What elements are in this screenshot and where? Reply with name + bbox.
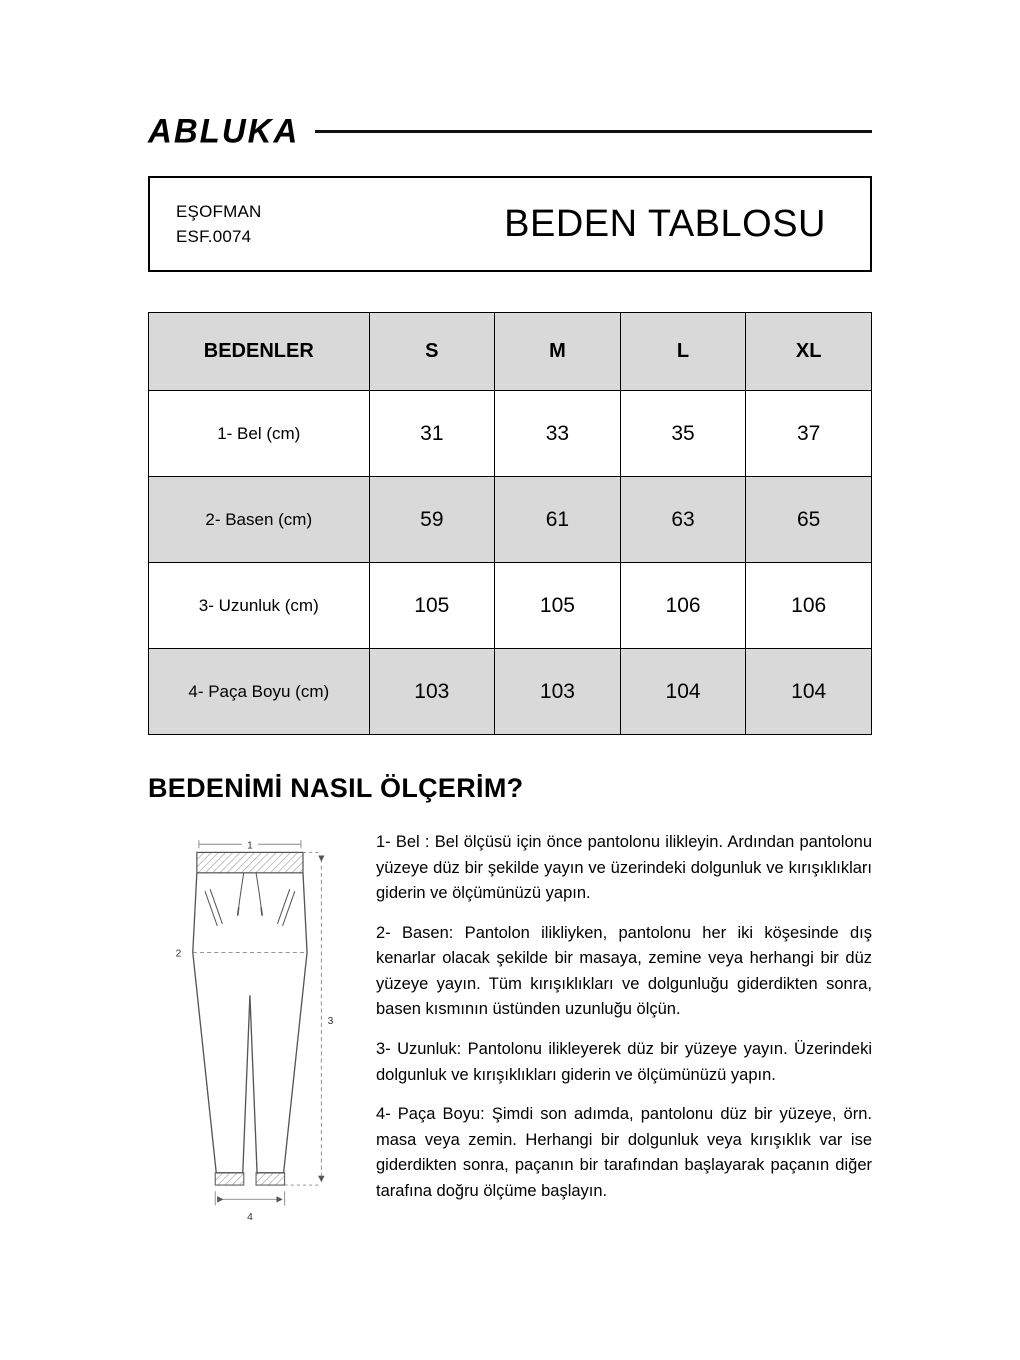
table-row xyxy=(149,649,872,735)
product-name: EŞOFMAN xyxy=(176,201,262,221)
cell-value: 103 xyxy=(369,649,495,735)
table-header-row xyxy=(149,313,872,391)
cell-value: 63 xyxy=(620,477,746,563)
diagram-marker-label: 1 xyxy=(247,840,253,852)
cell-value: 103 xyxy=(495,649,621,735)
measure-section-heading: BEDENİMİ NASIL ÖLÇERİM? xyxy=(148,773,524,803)
instruction-paragraph-paca-boyu: 4- Paça Boyu: Şimdi son adımda, pantolonu düz bir yüzeye, örn. masa veya zemin. Herhangi bir dolgunluk veya kırışıklık var ise giderdikten sonra, paçanın bir tarafından başlayarak paçanın diğer tarafına doğru ölçüme başlayın. xyxy=(376,1105,872,1200)
product-code: ESF.0074 xyxy=(176,227,252,246)
table-row xyxy=(149,391,872,477)
cell-value: 104 xyxy=(620,649,746,735)
instruction-paragraph-basen: 2- Basen: Pantolon ilikliyken, pantolonu her iki köşesinde dış kenarlar olacak şekilde bir masaya, zemine veya herhangi bir düz yüzeye yayın. Tüm kırışıklıkları ve dolgunluğu giderdikten sonra, basen kısmının üstünden uzunluğu ölçün. xyxy=(376,923,872,1019)
diagram-marker-label: 3 xyxy=(327,1015,334,1027)
size-table xyxy=(148,312,872,735)
row-label-uzunluk: 3- Uzunluk (cm) xyxy=(149,563,370,649)
diagram-column xyxy=(148,830,368,1237)
instruction-paragraph-bel: 1- Bel : Bel ölçüsü için önce pantolonu ilikleyin. Ardından pantolonu yüzeye düz bir şekilde yayın ve üzerindeki dolgunluk ve kırışıklıkları giderin ve ölçümünüzü yapın. xyxy=(376,833,872,903)
table-row xyxy=(149,477,872,563)
table-row xyxy=(149,563,872,649)
cell-value: 59 xyxy=(369,477,495,563)
diagram-marker-label: 4 xyxy=(247,1211,253,1223)
cell-value: 106 xyxy=(620,563,746,649)
row-label-basen: 2- Basen (cm) xyxy=(149,477,370,563)
product-info xyxy=(176,199,261,250)
column-header-m: M xyxy=(495,313,621,391)
cell-value: 105 xyxy=(369,563,495,649)
brand-header xyxy=(148,112,872,150)
pants-diagram xyxy=(148,832,360,1232)
column-header-bedenler: BEDENLER xyxy=(149,313,370,391)
cell-value: 65 xyxy=(746,477,872,563)
cell-value: 105 xyxy=(495,563,621,649)
page-title: BEDEN TABLOSU xyxy=(504,202,826,245)
row-label-bel: 1- Bel (cm) xyxy=(149,391,370,477)
instruction-paragraph-uzunluk: 3- Uzunluk: Pantolonu ilikleyerek düz bir yüzeye yayın. Üzerindeki dolgunluk ve kırışıklıkları giderin ve ölçümünüzü yapın. xyxy=(376,1039,872,1084)
brand-logo: ABLUKA xyxy=(148,111,300,150)
cell-value: 31 xyxy=(369,391,495,477)
column-header-s: S xyxy=(369,313,495,391)
column-header-l: L xyxy=(620,313,746,391)
cell-value: 106 xyxy=(746,563,872,649)
measure-section-body xyxy=(148,830,872,1237)
cell-value: 37 xyxy=(746,391,872,477)
cell-value: 33 xyxy=(495,391,621,477)
column-header-xl: XL xyxy=(746,313,872,391)
instructions-column xyxy=(368,830,872,1218)
row-label-paca-boyu: 4- Paça Boyu (cm) xyxy=(149,649,370,735)
cell-value: 35 xyxy=(620,391,746,477)
title-box xyxy=(148,176,872,272)
cell-value: 104 xyxy=(746,649,872,735)
cell-value: 61 xyxy=(495,477,621,563)
header-divider-line xyxy=(315,130,872,133)
diagram-marker-label: 2 xyxy=(175,948,182,960)
